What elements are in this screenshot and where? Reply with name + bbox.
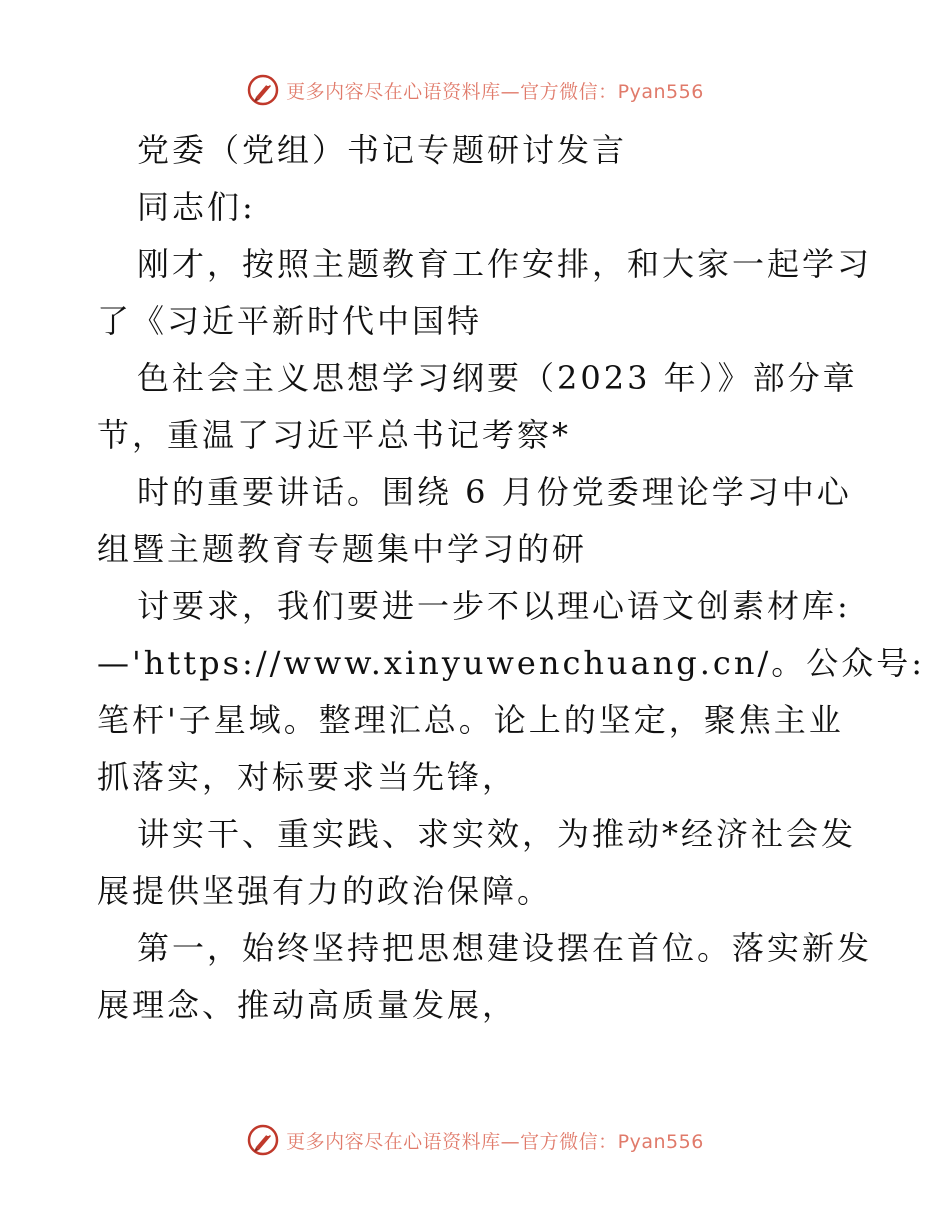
text-line: 同志们: bbox=[137, 188, 256, 226]
document-body bbox=[97, 122, 926, 1034]
text-line: —'https://www.xinyuwenchuang.cn/。公众号: bbox=[97, 644, 926, 682]
text-line: 讲实干、重实践、求实效，为推动*经济社会发 bbox=[137, 815, 857, 853]
watermark-footer bbox=[0, 1120, 950, 1160]
watermark-text: 更多内容尽在心语资料库—官方微信：Pyan556 bbox=[286, 80, 704, 103]
text-line: 时的重要讲话。围绕 6 月份党委理论学习中心 bbox=[137, 473, 852, 511]
text-line: 党委（党组）书记专题研讨发言 bbox=[137, 131, 628, 169]
text-line: 讨要求，我们要进一步不以理心语文创素材库: bbox=[137, 587, 851, 625]
pen-nib-icon bbox=[246, 1123, 280, 1157]
text-line: 刚才，按照主题教育工作安排，和大家一起学习 bbox=[137, 245, 873, 283]
text-line: 第一，始终坚持把思想建设摆在首位。落实新发 bbox=[137, 929, 873, 967]
text-line: 抓落实，对标要求当先锋， bbox=[97, 758, 518, 796]
text-line: 展提供坚强有力的政治保障。 bbox=[97, 872, 553, 910]
text-line: 色社会主义思想学习纲要（2023 年）》部分章 bbox=[137, 359, 858, 397]
text-line: 笔杆'子星域。整理汇总。论上的坚定，聚焦主业 bbox=[97, 701, 844, 739]
text-line: 组暨主题教育专题集中学习的研 bbox=[97, 530, 588, 568]
watermark-header bbox=[0, 70, 950, 110]
text-line: 展理念、推动高质量发展， bbox=[97, 986, 518, 1024]
text-line: 了《习近平新时代中国特 bbox=[97, 302, 483, 340]
watermark-text: 更多内容尽在心语资料库—官方微信：Pyan556 bbox=[286, 1130, 704, 1153]
pen-nib-icon bbox=[246, 73, 280, 107]
text-line: 节，重温了习近平总书记考察* bbox=[97, 416, 572, 454]
